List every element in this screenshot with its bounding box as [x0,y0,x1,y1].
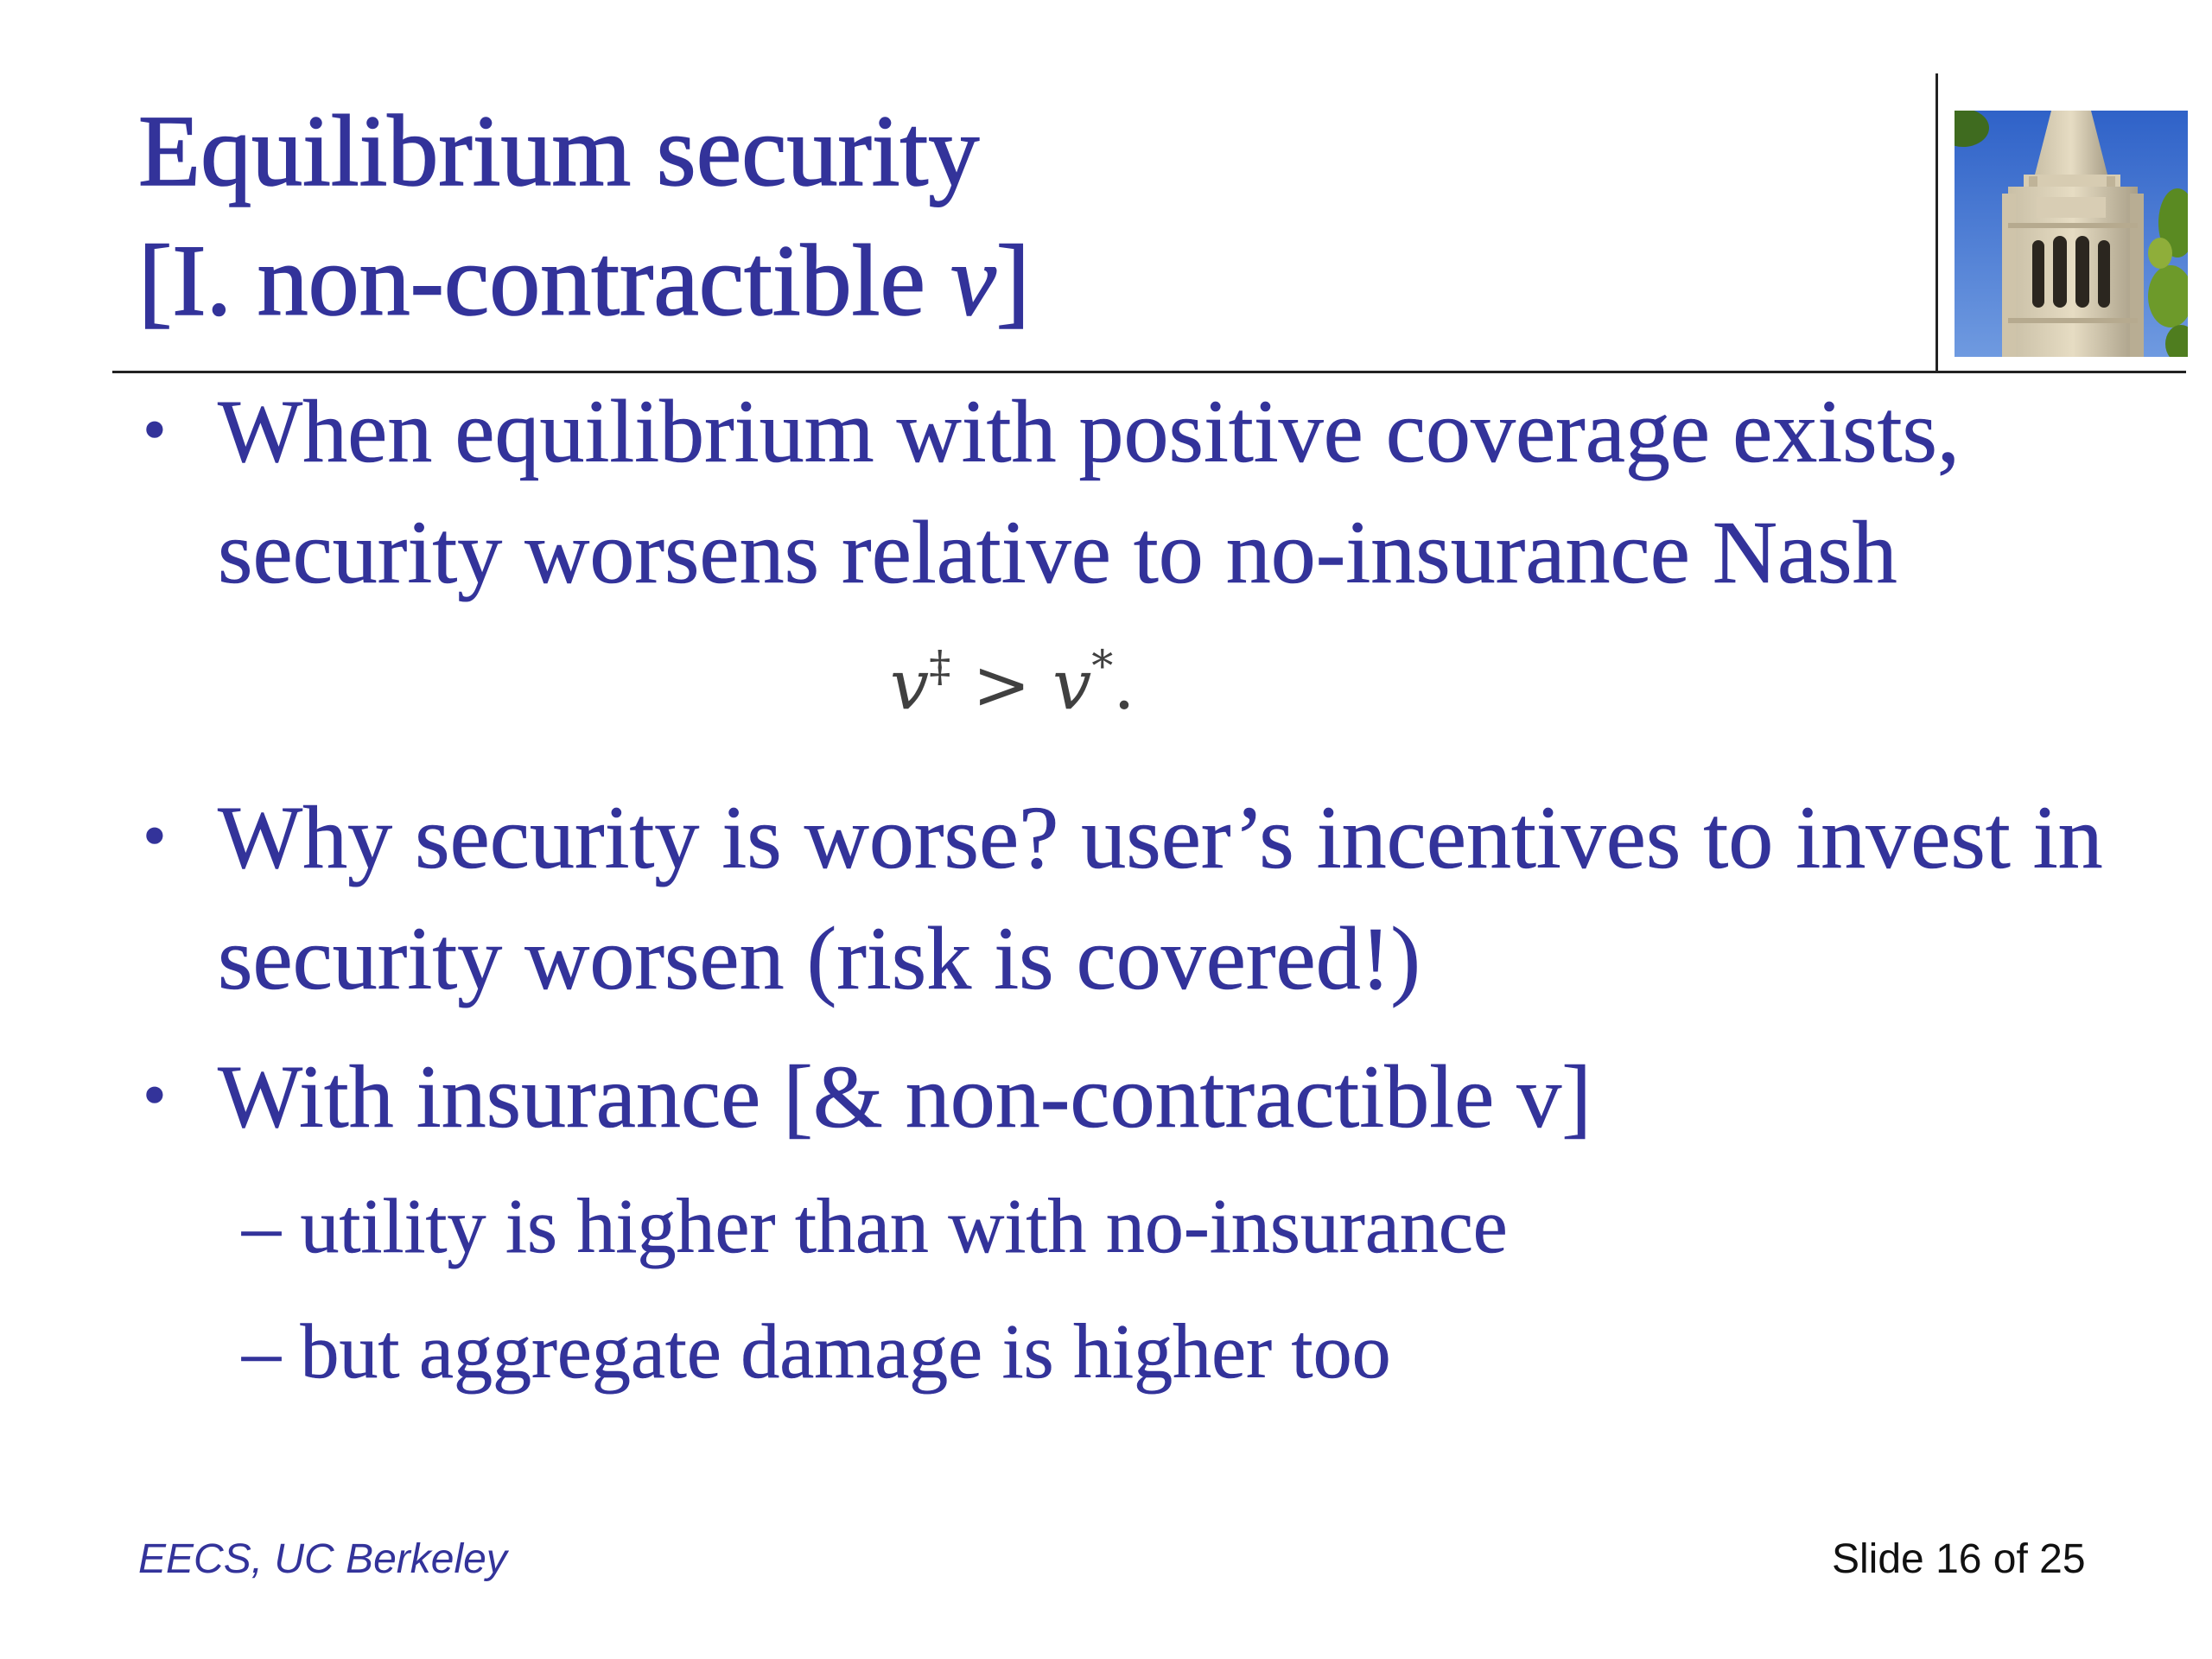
equation-lhs-variable: v [890,645,930,725]
header-vertical-divider [1936,73,1938,372]
clock-tower-photo [1955,111,2188,357]
slide-title-line2 [138,216,1030,346]
bullet-item [138,372,1960,613]
equation-end: . [1113,645,1135,725]
equation-rhs-variable: v [1052,645,1092,725]
equation-lhs-superscript: ‡ [929,641,951,691]
sub-bullet-item: – but aggregate damage is higher too [242,1309,1391,1395]
slide-title-line1: Equilibrium security [138,94,980,207]
bullet-text-line: security worsen (risk is covered!) [218,909,1421,1008]
bullet-text-line: When equilibrium with positive coverage exists, [218,382,1960,481]
equation-operator: > [950,645,1053,725]
bullet-text-line: security worsens relative to no-insurance Nash [218,503,1897,602]
inequality-equation [890,619,1135,733]
slide-title-line2-suffix: ] [995,224,1030,337]
bullet-icon: • [138,1065,171,1129]
footer-organization: EECS, UC Berkeley [138,1536,507,1582]
bullet-item [138,1037,1592,1158]
bullet-item [138,778,2103,1020]
bullet-icon: • [138,806,171,870]
slide-title [138,86,1030,346]
slide-number: Slide 16 of 25 [1832,1536,2086,1582]
equation-rhs-superscript: * [1091,641,1114,691]
sub-bullet-item: – utility is higher than with no-insurance [242,1184,1508,1269]
bullet-text-line: With insurance [& non-contractible v] [218,1047,1592,1147]
bullet-text-line: Why security is worse? user’s incentives to invest in [218,788,2103,887]
slide-title-line2-prefix: [I. non-contractible [138,224,951,337]
slide-title-variable: v [950,224,996,337]
bullet-icon: • [138,400,171,464]
